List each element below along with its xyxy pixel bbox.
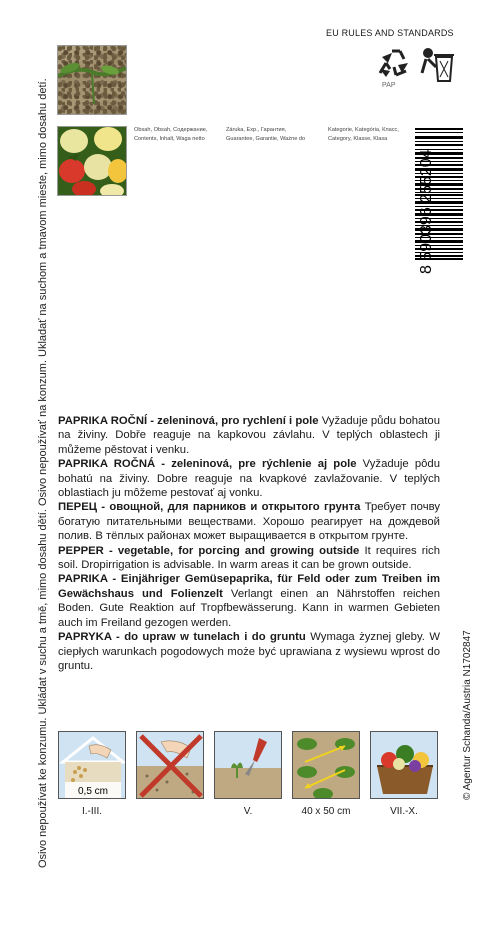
description-sk-title: PAPRIKA ROČNÁ - zeleninová, pre rýchlenie aj pole xyxy=(58,458,357,471)
description-cs-text: Vyžaduje půdu bohatou na živiny. Dobře reaguje na kapkovou závlahu. V teplých oblastech ji můžeme pěstovat i venku. xyxy=(58,415,441,456)
description-de xyxy=(58,572,440,630)
spacing-icon xyxy=(292,731,360,799)
seedling-illustration xyxy=(58,46,126,114)
svg-text:8 590396 255204: 8 590396 255204 xyxy=(418,149,435,274)
pepper-photo xyxy=(57,126,127,196)
no-outdoor-sowing-icon xyxy=(137,732,204,799)
description-cs-title: PAPRIKA ROČNÍ - zeleninová, pro rychlení i pole xyxy=(58,415,319,427)
description-ru-text: Требует почву богатую питательными веществами. Хорошо реагирует на дождевой полив. В тёплых районах может выращивается в открытом грунте. xyxy=(58,501,440,543)
vegetable-basket-icon xyxy=(371,732,438,799)
description-de-title: PAPRIKA - Einjähriger Gemüsepaprika, für Feld oder zum Treiben im Gewächshaus und Folienzelt xyxy=(58,573,440,600)
sowing-greenhouse-icon xyxy=(58,731,126,799)
harvest-icon xyxy=(370,731,438,799)
planting-period-label: V. xyxy=(243,806,253,817)
copyright: © Agentur Schanda/Austria N1702847 xyxy=(462,630,473,800)
description-en-title: PEPPER - vegetable, for porcing and growing outside xyxy=(58,544,360,557)
description-en-text: It requires rich soil. Dropirrigation is advisable. In warm areas it can be grown outside. xyxy=(58,544,440,572)
legend-guarantee-line1: Záruka, Exp., Гарантия, xyxy=(226,127,287,133)
description-ru-title: ПЕРЕЦ - овощной, для парников и открытого грунта xyxy=(58,501,361,514)
sowing-outdoor-crossed-icon xyxy=(136,731,204,799)
description-de-text: Verlangt einen an Nährstoffen reichen Boden. Gute Reaktion auf Tropfbewässerung. Kann in warmen Gebieten auch im Freiland gezogen werden. xyxy=(58,587,440,629)
planting-icon xyxy=(214,731,282,799)
trowel-planting-icon xyxy=(215,732,282,799)
storage-warning-text: Osivo nepoužívat ke konzumu. Ukládat v suchu a tmě, mimo dosahu dětí. Osivo nepoužívať na konzum. Ukladať na suchom a tmavom mieste, mimo dosahu detí. xyxy=(37,78,49,868)
description-cs xyxy=(58,414,440,457)
sowing-period-label: I.-III. xyxy=(82,806,102,817)
pepper-illustration xyxy=(58,127,126,195)
svg-text:0,5 cm: 0,5 cm xyxy=(77,786,109,797)
description-en xyxy=(58,544,440,573)
description-block xyxy=(58,414,440,673)
legend-contents-line2: Contents, Inhalt, Waga netto xyxy=(134,136,205,142)
spacing-label: 40 x 50 cm xyxy=(301,806,351,817)
eu-standards-label: EU RULES AND STANDARDS xyxy=(326,28,454,38)
description-ru xyxy=(58,500,440,543)
seedling-photo xyxy=(57,45,127,115)
legend-category-line1: Kategorie, Kategória, Класс, xyxy=(328,127,399,133)
greenhouse-sowing-icon xyxy=(59,732,126,799)
legend-guarantee-line2: Guarantee, Garantie, Ważne do xyxy=(226,136,306,142)
description-pl xyxy=(58,630,440,673)
pap-label: PAP xyxy=(382,82,396,89)
description-pl-title: PAPRYKA - do upraw w tunelach i do gruntu xyxy=(58,631,306,644)
legend-contents-line1: Obsah, Obsah, Содержание, xyxy=(134,127,208,133)
barcode-number-vertical xyxy=(416,126,436,276)
trash-bin-icon xyxy=(418,43,458,85)
harvest-period-label: VII.-X. xyxy=(390,806,418,817)
storage-warning xyxy=(36,68,50,868)
description-sk-text: Vyžaduje pôdu bohatú na živiny. Dobre reaguje na kvapkové zavlažovanie. V teplých oblastiach ju môžeme pestovať aj vonku. xyxy=(58,458,440,500)
description-pl-text: Wymaga żyznej gleby. W ciepłych warunkach pogodowych może być uprawiana z wysiewu wprost do gruntu. xyxy=(58,631,440,672)
legend-category-line2: Category, Klasse, Klasa xyxy=(328,136,388,142)
plant-spacing-icon xyxy=(293,732,360,799)
description-sk xyxy=(58,457,440,500)
